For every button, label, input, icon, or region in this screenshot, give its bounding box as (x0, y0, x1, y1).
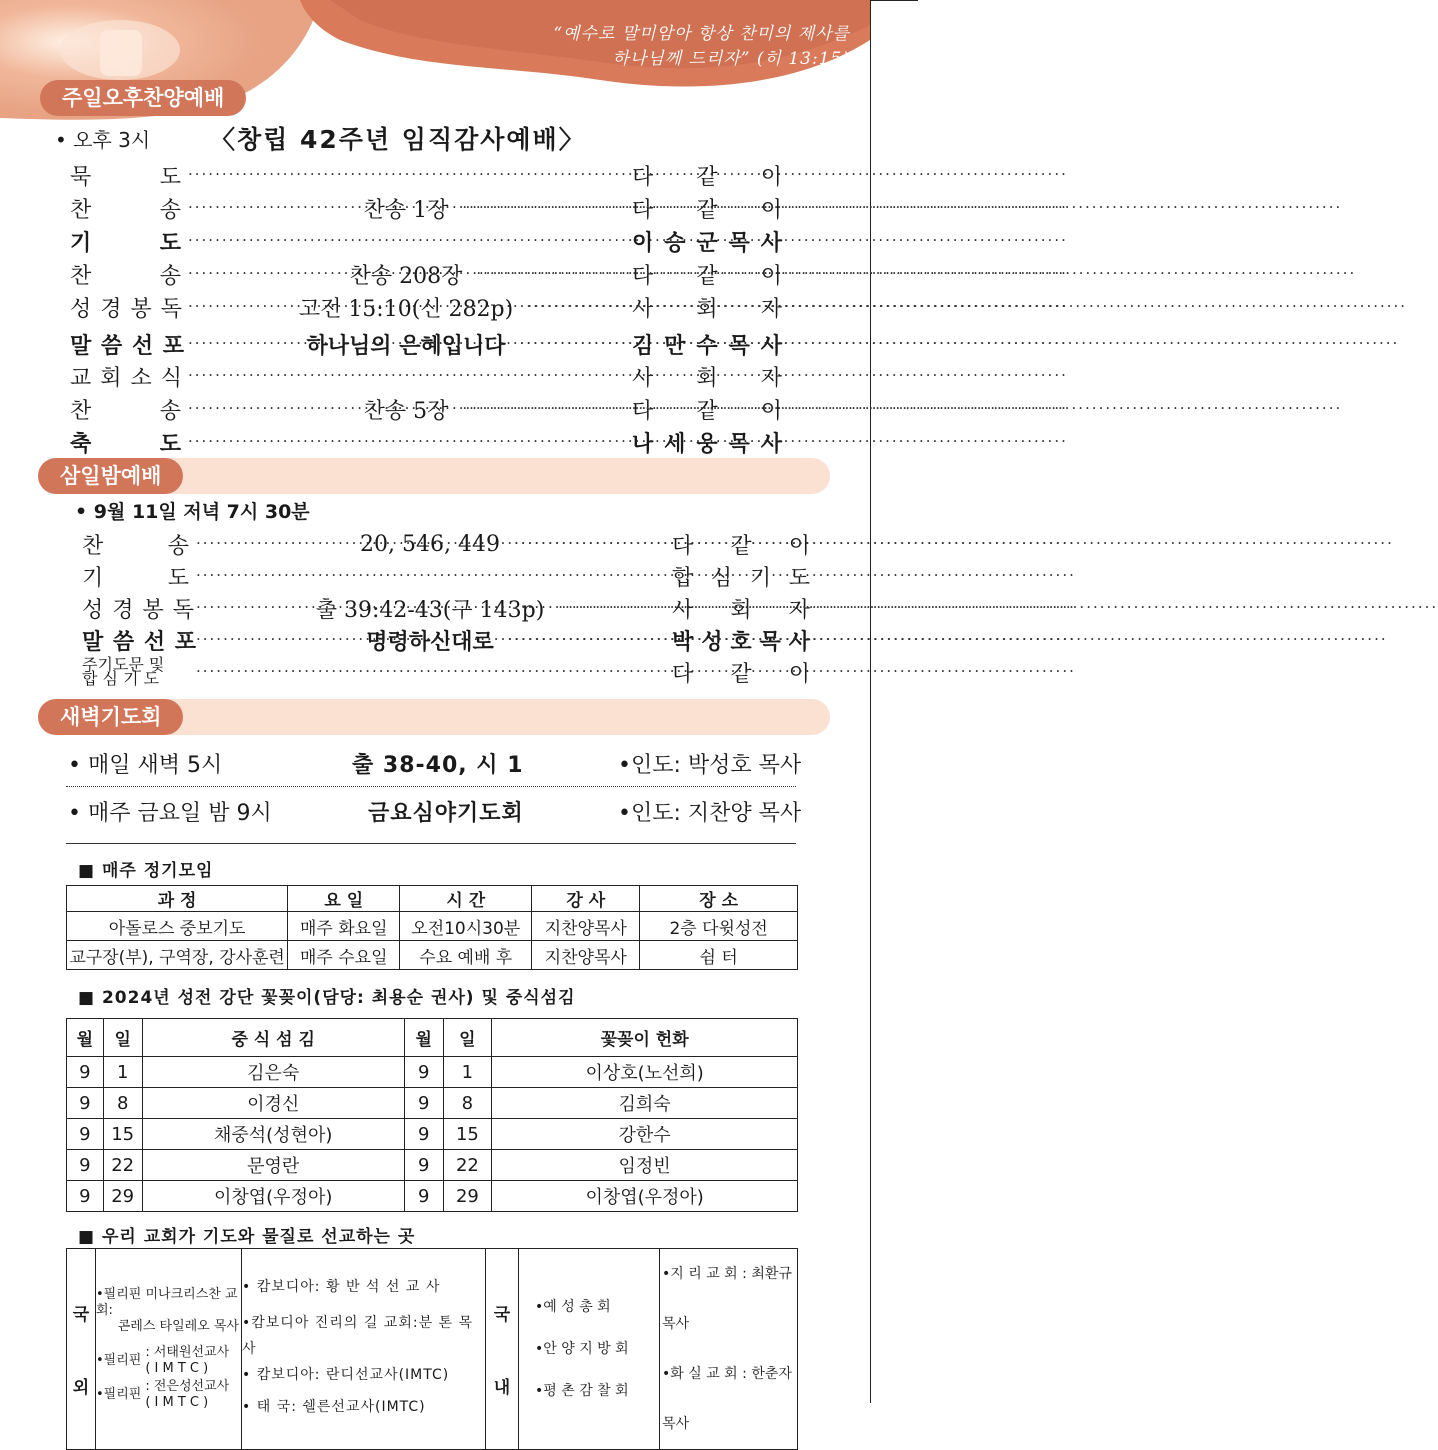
order-content: 고전 15:10(신 282p) (298, 296, 514, 322)
altar-cell: 이경신 (142, 1088, 404, 1119)
meetings-cell: 2층 다윗성전 (640, 912, 798, 941)
meetings-header-cell: 장 소 (640, 886, 798, 912)
leader-dots (188, 167, 624, 183)
order-person: 김 만 수 목 사 (632, 332, 782, 359)
altar-cell: 김희숙 (492, 1088, 798, 1119)
altar-cell: 9 (67, 1057, 104, 1088)
domestic-churches: •지 리 교 회 : 최환규목사 •화 실 교 회 : 한춘자목사 (660, 1249, 798, 1450)
order-person: 사 회 자 (632, 365, 782, 391)
scripture-quote (520, 22, 850, 72)
sunday-time: • 오후 3시 (55, 128, 151, 152)
wednesday-tag: 삼일밤예배 (38, 458, 183, 494)
altar-cell: 이창엽(우정아) (492, 1181, 798, 1212)
order-person: 다 같 이 (632, 263, 782, 289)
order-person: 사 회 자 (632, 296, 782, 322)
altar-title: ■ 2024년 성전 강단 꽃꽂이(담당: 최용순 권사) 및 중식섬김 (78, 988, 576, 1008)
order-label: 교 회 소 식 (70, 365, 183, 391)
leader-dots (196, 600, 302, 616)
meetings-cell: 지찬양목사 (532, 912, 640, 941)
order-label: 말 씀 선 포 (82, 628, 197, 655)
order-row (70, 394, 782, 424)
dawn-daily-leader: •인도: 박성호 목사 (618, 753, 802, 778)
altar-cell: 9 (67, 1119, 104, 1150)
table-row (67, 1181, 798, 1212)
leader-dots (188, 299, 285, 315)
meetings-cell: 지찬양목사 (532, 941, 640, 970)
order-label: 주기도문 및 합 심 기 도 (82, 655, 165, 688)
order-person: 다 같 이 (632, 398, 782, 424)
leader-dots (188, 266, 336, 282)
order-row (70, 329, 782, 359)
order-label: 찬 송 (70, 263, 182, 289)
leader-dots (188, 401, 350, 417)
leader-dots (188, 336, 293, 352)
order-person: 다 같 이 (672, 533, 810, 559)
missions-title: ■ 우리 교회가 기도와 물질로 선교하는 곳 (78, 1227, 416, 1247)
order-label: 축 도 (70, 430, 182, 457)
order-content: 찬송 1장 (363, 197, 449, 223)
order-label: 성 경 봉 독 (82, 597, 195, 623)
foreign-label: 국 외 (67, 1249, 96, 1450)
order-person: 합 심 기 도 (672, 565, 810, 591)
altar-header-cell: 일 (443, 1019, 492, 1057)
altar-cell: 이상호(노선희) (492, 1057, 798, 1088)
altar-cell: 22 (103, 1150, 142, 1181)
altar-cell: 강한수 (492, 1119, 798, 1150)
leader-dots (462, 200, 624, 216)
order-row (70, 292, 782, 322)
order-row (70, 226, 782, 256)
dawn-bar (38, 699, 830, 735)
order-person: 나 세 웅 목 사 (632, 430, 782, 457)
order-person: 박 성 호 목 사 (672, 628, 810, 655)
meetings-header-cell: 시 간 (400, 886, 532, 912)
altar-cell: 임정빈 (492, 1150, 798, 1181)
dawn-divider (66, 786, 796, 787)
order-row (82, 561, 810, 591)
table-row (67, 1150, 798, 1181)
leader-dots (196, 536, 346, 552)
altar-header-cell: 일 (103, 1019, 142, 1057)
leader-dots (462, 401, 624, 417)
leader-dots (527, 299, 624, 315)
altar-cell: 9 (404, 1057, 443, 1088)
domestic-label: 국 내 (486, 1249, 519, 1450)
altar-cell: 29 (103, 1181, 142, 1212)
altar-cell: 9 (404, 1119, 443, 1150)
meetings-header-cell: 요 일 (288, 886, 400, 912)
table-row (67, 941, 798, 970)
dawn-tag: 새벽기도회 (38, 699, 183, 735)
meetings-header-cell: 강 사 (532, 886, 640, 912)
meetings-cell: 매주 수요일 (288, 941, 400, 970)
altar-cell: 9 (67, 1150, 104, 1181)
dawn-friday-time: • 매주 금요일 밤 9시 (68, 801, 272, 826)
altar-cell: 8 (443, 1088, 492, 1119)
leader-dots (196, 568, 664, 584)
missions-table (66, 1248, 798, 1450)
domestic-district: •예 성 총 회 •안 양 지 방 회 •평 촌 감 찰 회 (519, 1249, 660, 1450)
order-label: 성 경 봉 독 (70, 296, 183, 322)
dawn-friday-leader: •인도: 지찬양 목사 (618, 801, 802, 826)
order-person: 다 같 이 (672, 661, 810, 687)
order-label: 기 도 (82, 565, 190, 591)
altar-cell: 1 (443, 1057, 492, 1088)
meetings-cell: 아돌로스 중보기도 (67, 912, 288, 941)
table-row (67, 1088, 798, 1119)
leader-dots (508, 632, 664, 648)
table-row (67, 912, 798, 941)
leader-dots (196, 664, 664, 680)
meetings-cell: 수요 예배 후 (400, 941, 532, 970)
meetings-title: ■ 매주 정기모임 (78, 861, 214, 881)
altar-table (66, 1018, 798, 1212)
order-row (82, 657, 810, 687)
leader-dots (476, 266, 624, 282)
philippines-missions: •필리핀 미나크리스찬 교회: 콘레스 타일레오 목사 •필리핀 : 서태원선교사 ( I M T C ) •필리핀 : 전은성선교사 ( I M T C ) (96, 1249, 242, 1450)
altar-header-cell: 중 식 섬 김 (142, 1019, 404, 1057)
altar-cell: 1 (103, 1057, 142, 1088)
altar-cell: 22 (443, 1150, 492, 1181)
quote-line-1: “예수로 말미암아 항상 찬미의 제사를 (553, 24, 850, 44)
leader-dots (514, 536, 664, 552)
wednesday-bar (38, 458, 830, 494)
order-label: 찬 송 (70, 197, 182, 223)
order-label: 찬 송 (70, 398, 182, 424)
order-label: 기 도 (70, 229, 182, 256)
altar-cell: 29 (443, 1181, 492, 1212)
wednesday-time: • 9월 11일 저녁 7시 30분 (75, 501, 310, 523)
order-person: 이 승 군 목 사 (632, 229, 782, 256)
altar-cell: 문영란 (142, 1150, 404, 1181)
table-row (67, 1119, 798, 1150)
order-row (70, 160, 782, 190)
leader-dots (188, 434, 624, 450)
order-person: 다 같 이 (632, 197, 782, 223)
order-label: 묵 도 (70, 164, 182, 190)
leader-dots (519, 336, 624, 352)
dawn-daily-text: 출 38-40, 시 1 (352, 753, 524, 778)
table-row (67, 1057, 798, 1088)
order-person: 사 회 자 (672, 597, 810, 623)
altar-cell: 9 (67, 1088, 104, 1119)
quote-line-2: 하나님께 드리자” (히 13:15) (612, 49, 850, 69)
meetings-cell: 쉼 터 (640, 941, 798, 970)
sunday-service-tag: 주일오후찬양예배 (40, 80, 246, 116)
order-row (70, 427, 782, 457)
altar-cell: 15 (443, 1119, 492, 1150)
asia-missions: • 캄보디아: 황 반 석 선 교 사 •캄보디아 진리의 길 교회:분 톤 목 사 • 캄보디아: 란디선교사(IMTC) • 태 국: 쉘른선교사(IMTC) (242, 1249, 486, 1450)
sunday-title: 〈창립 42주년 임직감사예배〉 (210, 125, 586, 154)
order-content: 찬송 5장 (363, 398, 449, 424)
order-content: 출 39:42-43(구 143p) (315, 597, 545, 623)
dawn-friday-text: 금요심야기도회 (368, 801, 524, 826)
dawn-daily-time: • 매일 새벽 5시 (68, 753, 223, 778)
order-content: 하나님의 은혜입니다 (306, 332, 506, 359)
leader-dots (188, 200, 350, 216)
meetings-cell: 교구장(부), 구역장, 강사훈련 (67, 941, 288, 970)
altar-cell: 9 (67, 1181, 104, 1212)
order-row (82, 625, 810, 655)
leader-dots (196, 632, 352, 648)
order-content: 명령하신대로 (366, 628, 494, 655)
meetings-table (66, 885, 798, 970)
leader-dots (188, 233, 624, 249)
altar-cell: 15 (103, 1119, 142, 1150)
altar-header-cell: 월 (67, 1019, 104, 1057)
leader-dots (188, 368, 624, 384)
meetings-cell: 오전10시30분 (400, 912, 532, 941)
order-row (70, 193, 782, 223)
order-row (70, 259, 782, 289)
altar-cell: 채중석(성현아) (142, 1119, 404, 1150)
altar-cell: 김은숙 (142, 1057, 404, 1088)
order-row (70, 361, 782, 391)
order-label: 말 씀 선 포 (70, 332, 185, 359)
order-label: 찬 송 (82, 533, 190, 559)
section-divider (66, 843, 796, 844)
altar-header-cell: 월 (404, 1019, 443, 1057)
altar-cell: 이창엽(우정아) (142, 1181, 404, 1212)
meetings-cell: 매주 화요일 (288, 912, 400, 941)
order-row (82, 593, 810, 623)
order-content: 20, 546, 449 (360, 531, 500, 557)
altar-cell: 9 (404, 1088, 443, 1119)
altar-cell: 9 (404, 1181, 443, 1212)
altar-cell: 9 (404, 1150, 443, 1181)
altar-header-cell: 꽃꽂이 헌화 (492, 1019, 798, 1057)
order-content: 찬송 208장 (349, 263, 463, 289)
leader-dots (558, 600, 664, 616)
order-row (82, 529, 810, 559)
order-person: 다 같 이 (632, 164, 782, 190)
meetings-header-cell: 과 정 (67, 886, 288, 912)
altar-cell: 8 (103, 1088, 142, 1119)
